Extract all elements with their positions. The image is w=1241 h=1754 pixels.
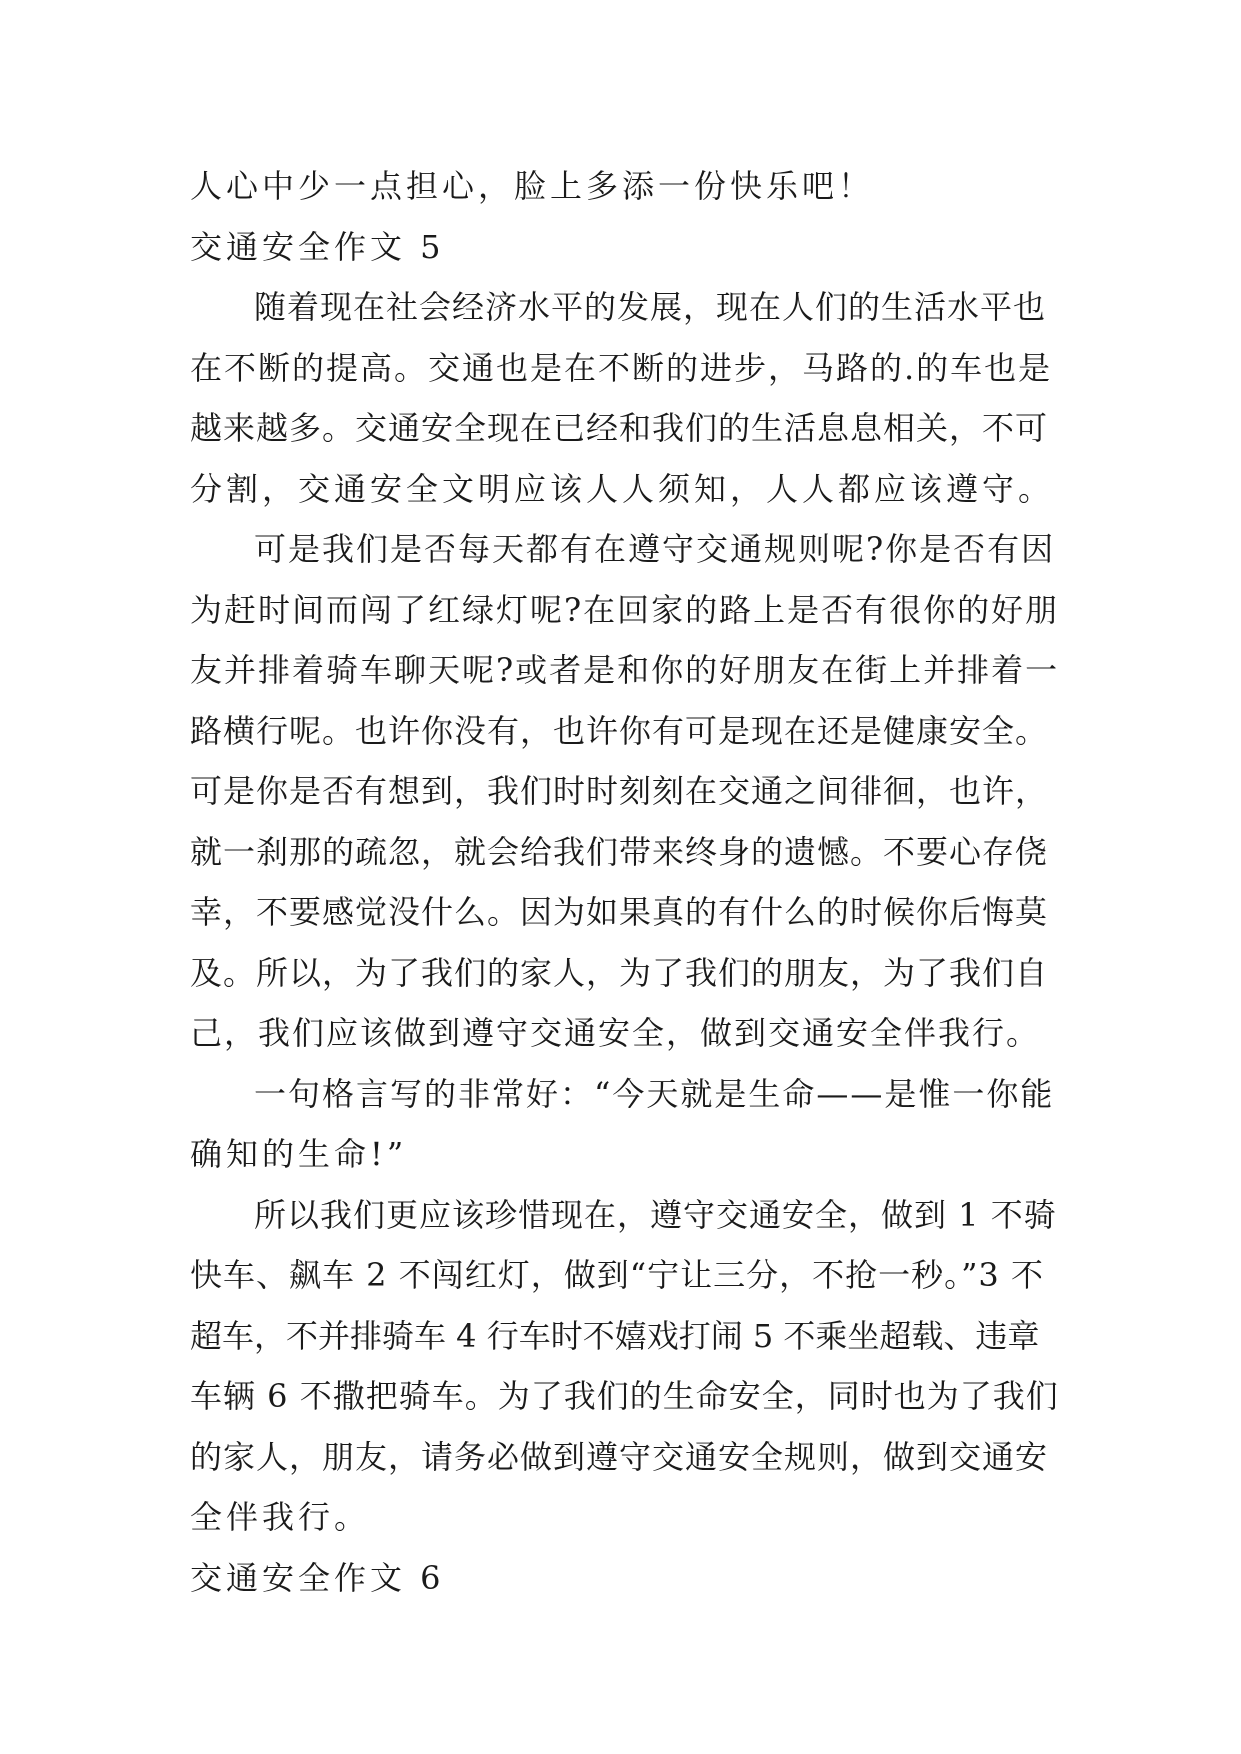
text-line: 为赶时间而闯了红绿灯呢?在回家的路上是否有很你的好朋 <box>190 591 1060 629</box>
text-line: 可是你是否有想到，我们时时刻刻在交通之间徘徊，也许， <box>190 772 1049 810</box>
text-line: 人心中少一点担心，脸上多添一份快乐吧！ <box>190 167 875 205</box>
text-line: 在不断的提高。交通也是在不断的进步，马路的.的车也是 <box>190 349 1053 387</box>
text-line: 确知的生命!” <box>190 1135 408 1173</box>
text-line: 己，我们应该做到遵守交通安全，做到交通安全伴我行。 <box>190 1014 1041 1052</box>
section-heading: 交通安全作文 6 <box>190 1559 445 1597</box>
text-line: 幸，不要感觉没什么。因为如果真的有什么的时候你后悔莫 <box>190 893 1049 931</box>
text-line: 的家人，朋友，请务必做到遵守交通安全规则，做到交通安 <box>190 1438 1049 1476</box>
text-line: 一句格言写的非常好：“今天就是生命——是惟一你能 <box>254 1075 1055 1113</box>
text-line: 分割，交通安全文明应该人人须知，人人都应该遵守。 <box>190 470 1055 508</box>
text-line: 越来越多。交通安全现在已经和我们的生活息息相关，不可 <box>190 409 1049 447</box>
text-line: 及。所以，为了我们的家人，为了我们的朋友，为了我们自 <box>190 954 1049 992</box>
text-line: 路横行呢。也许你没有，也许你有可是现在还是健康安全。 <box>190 712 1049 750</box>
text-line: 全伴我行。 <box>190 1498 371 1536</box>
text-line: 超车，不并排骑车 4 行车时不嬉戏打闹 5 不乘坐超载、违章 <box>190 1317 1040 1355</box>
text-line: 车辆 6 不撒把骑车。为了我们的生命安全，同时也为了我们 <box>190 1377 1059 1415</box>
text-line: 所以我们更应该珍惜现在，遵守交通安全，做到 1 不骑 <box>254 1196 1057 1234</box>
text-line: 友并排着骑车聊天呢?或者是和你的好朋友在街上并排着一 <box>190 651 1060 689</box>
section-heading: 交通安全作文 5 <box>190 228 445 266</box>
text-line: 就一刹那的疏忽，就会给我们带来终身的遗憾。不要心存侥 <box>190 833 1049 871</box>
text-line: 可是我们是否每天都有在遵守交通规则呢?你是否有因 <box>254 530 1056 568</box>
text-line: 快车、飙车 2 不闯红灯，做到“宁让三分，不抢一秒。”3 不 <box>190 1256 1044 1294</box>
text-line: 随着现在社会经济水平的发展，现在人们的生活水平也 <box>254 288 1047 326</box>
